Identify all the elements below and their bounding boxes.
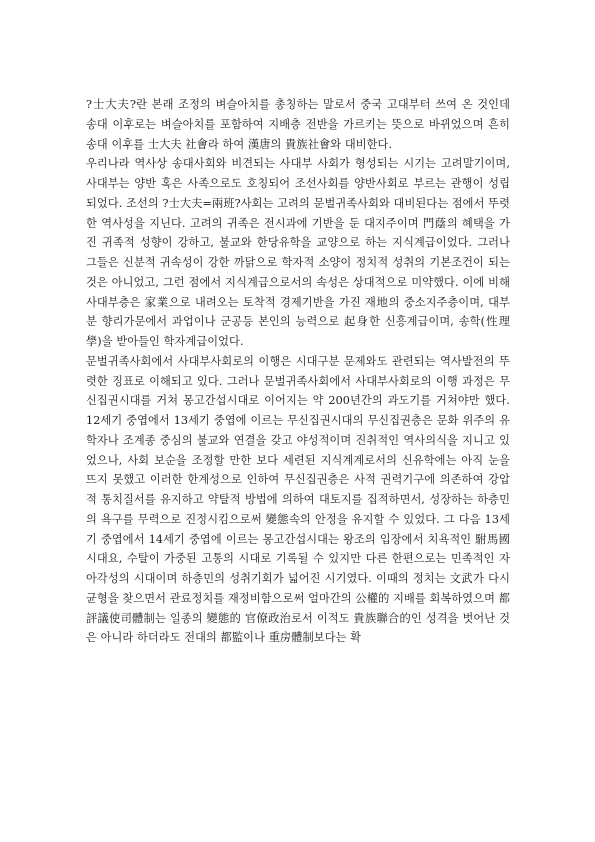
paragraph-sadaebu-definition: ?士大夫?란 본래 조정의 벼슬아치를 총칭하는 말로서 중국 고대부터 쓰여 온 것인데 송대 이후로는 벼슬아치를 포함하여 지배층 전반을 가르키는 뜻으로 바뀌었으며 흔히 송대 이후를 士大夫 社會라 하여 漢唐의 貴族社會와 대비한다. [86, 98, 510, 151]
document-body [86, 95, 510, 648]
paragraph-sadaebu-society-formation: 우리나라 역사상 송대사회와 비견되는 사대부 사회가 형성되는 시기는 고려말기이며, 사대부는 양반 혹은 사족으로도 호칭되어 조선사회를 양반사회로 부르는 관행이 성립되었다. 조선의 ?士大夫=兩班?사회는 고려의 문벌귀족사회와 대비된다는 점에서 뚜렷한 역사성을 지닌다. 고려의 귀족은 전시과에 기반을 둔 대지주이며 門蔭의 혜택을 가진 귀족적 성향이 강하고, 불교와 한당유학을 교양으로 하는 지식계급이었다. 그러나 그들은 신분적 귀속성이 강한 까닭으로 학자적 소양이 정치적 성취의 기본조건이 되는 것은 아니었고, 그런 점에서 지식계급으로서의 속성은 상대적으로 미약했다. 이에 비해 사대부층은 家業으로 내려오는 토착적 경제기반을 가진 재地의 중소지주층이며, 대부분 향리가문에서 과업이나 군공등 본인의 능력으로 起身한 신흥계급이며, 송학(性理學)을 받아들인 학자계급이었다. [86, 157, 510, 348]
paragraph-transition-period: 문벌귀족사회에서 사대부사회로의 이행은 시대구분 문제와도 관련되는 역사발전의 뚜렷한 징표로 이해되고 있다. 그러나 문벌귀족사회에서 사대부사회로의 이행 과정은 무신집권시대를 거쳐 몽고간섭시대로 이어지는 약 200년간의 과도기를 거쳐야만 했다. 12세기 중엽에서 13세기 중엽에 이르는 무신집권시대의 무신집권층은 문화 위주의 유학자나 조계종 중심의 불교와 연결을 갖고 야성적이며 진취적인 역사의식을 지니고 있었으나, 사회 보순을 조정할 만한 보다 세련된 지식계계로서의 신유학에는 아직 눈을 뜨지 못했고 이러한 한계성으로 인하여 무신집권층은 사적 권력기구에 의존하여 강압적 통치질서를 유지하고 약탈적 방법에 의하여 대토지를 집적하면서, 성장하는 하층민의 욕구를 무력으로 진정시킴으로써 變態속의 안정을 유지할 수 있었다. 그 다음 13세기 중엽에서 14세기 중엽에 이르는 몽고간섭시대는 왕조의 입장에서 치욕적인 駙馬國시대요, 수탈이 가중된 고통의 시대로 기록될 수 있지만 다른 한편으로는 민족적인 자아각성의 시대이며 하층민의 성취기회가 넓어진 시기였다. 이때의 정치는 文武가 다시 균형을 찾으면서 관료정치를 재정비함으로써 얼마간의 公權的 지배를 회복하였으며 都評議使司體制는 일종의 變態的 官僚政治로서 이적도 貴族聯合的인 성격을 벗어난 것은 아니라 하더라도 전대의 都監이나 重房體制보다는 확 [86, 354, 511, 645]
